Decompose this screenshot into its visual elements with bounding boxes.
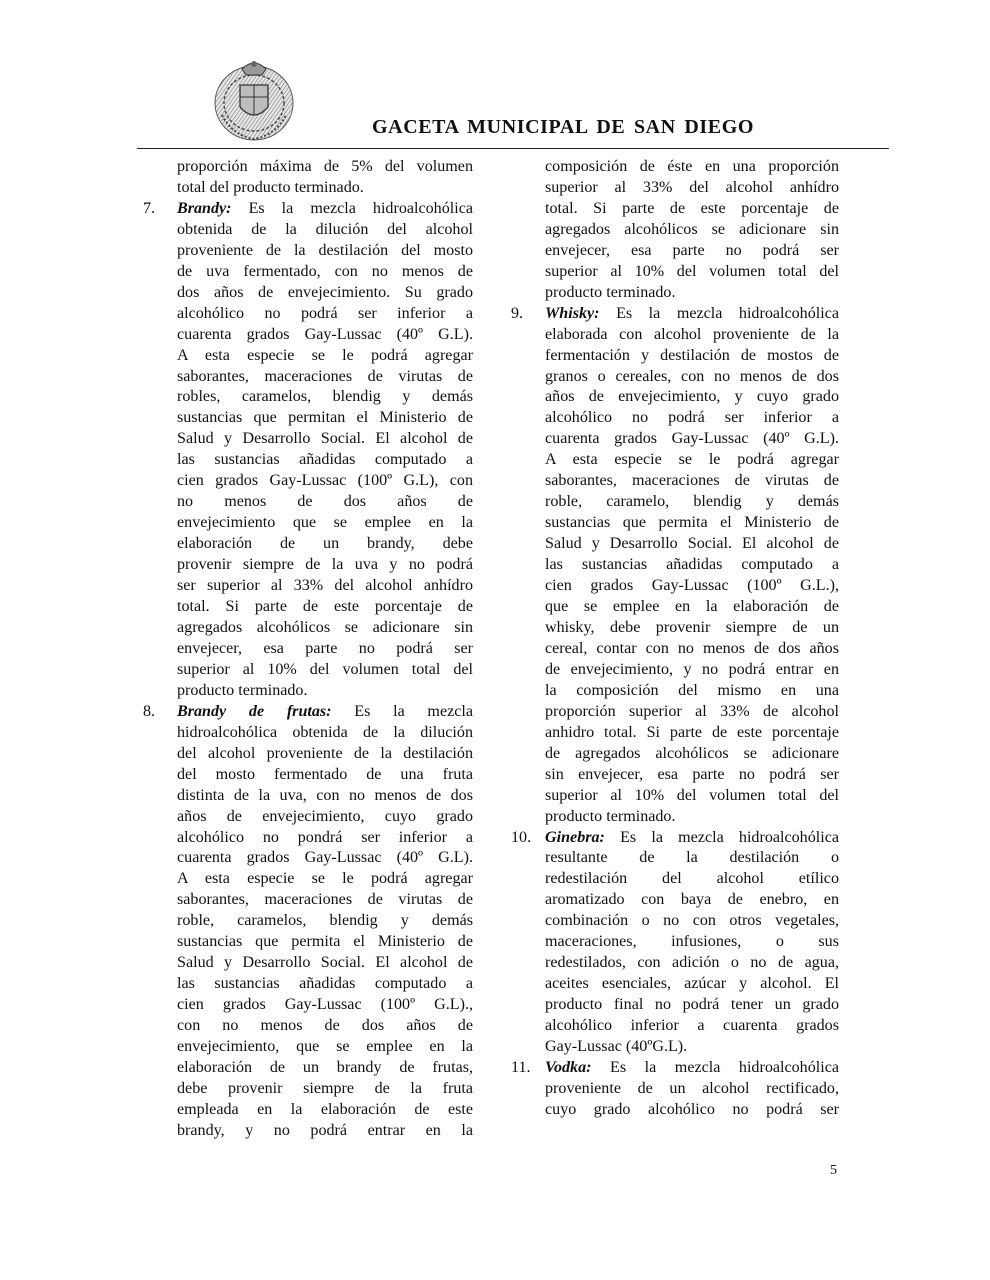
text-line: aromatizado con baya de enebro, en bbox=[545, 891, 839, 909]
text-line: superior al 10% del volumen total del bbox=[545, 786, 839, 804]
text-line: debe provenir siempre de la fruta bbox=[177, 1079, 473, 1097]
text-line: A esta especie se le podrá agregar bbox=[177, 346, 473, 364]
definition-item-brandy-de-frutas bbox=[143, 702, 473, 1142]
text-line: saborantes, maceraciones de virutas de bbox=[177, 891, 473, 909]
text-line: alcohólico inferior a cuarenta grados bbox=[545, 1017, 839, 1035]
text-line: whisky, debe provenir siempre de un bbox=[545, 618, 839, 636]
text-line: cuarenta grados Gay-Lussac (40º G.L). bbox=[177, 849, 473, 867]
continuation-paragraph bbox=[143, 157, 473, 199]
text-line: proveniente de un alcohol rectificado, bbox=[545, 1079, 839, 1097]
text-line: sustancias que permita el Ministerio de bbox=[545, 514, 839, 532]
text-line-fragment: Es la mezcla bbox=[331, 702, 473, 720]
text-line: elaboración de un brandy, debe bbox=[177, 535, 473, 553]
item-number: 9. bbox=[511, 304, 524, 322]
text-line: con no menos de dos años de bbox=[177, 1017, 473, 1035]
text-line: maceraciones, infusiones, o sus bbox=[545, 933, 839, 951]
text-line: agregados alcohólicos se adicionare sin bbox=[545, 220, 839, 238]
text-line bbox=[177, 702, 473, 723]
page-number: 5 bbox=[830, 1163, 837, 1178]
text-line: producto final no podrá tener un grado bbox=[545, 996, 839, 1014]
text-line bbox=[545, 828, 839, 849]
text-line: Salud y Desarrollo Social. El alcohol de bbox=[177, 954, 473, 972]
text-line: las sustancias añadidas computado a bbox=[177, 451, 473, 469]
text-line: alcohólico no podrá ser inferior a bbox=[545, 409, 839, 427]
text-line: cuyo grado alcohólico no podrá ser bbox=[545, 1100, 839, 1118]
text-line: proveniente de la destilación del mosto bbox=[177, 241, 473, 259]
text-line: envejecimiento que se emplee en la bbox=[177, 514, 473, 532]
text-line-fragment: Es la mezcla hidroalcohólica bbox=[599, 304, 839, 322]
text-line: agregados alcohólicos se adicionare sin bbox=[177, 618, 473, 636]
text-line: obtenida de la dilución del alcohol bbox=[177, 220, 473, 238]
definition-item-ginebra bbox=[511, 828, 839, 1058]
text-line: roble, caramelos, blendig y demás bbox=[177, 912, 473, 930]
text-line: producto terminado. bbox=[177, 681, 308, 699]
text-line: cien grados Gay-Lussac (100º G.L)., bbox=[177, 996, 473, 1014]
text-line: Salud y Desarrollo Social. El alcohol de bbox=[545, 535, 839, 553]
text-line: cien grados Gay-Lussac (100º G.L), con bbox=[177, 472, 473, 490]
text-line: cereal, contar con no menos de dos años bbox=[545, 639, 839, 657]
text-line: resultante de la destilación o bbox=[545, 849, 839, 867]
item-number: 10. bbox=[511, 828, 532, 846]
definition-term: Whisky: bbox=[545, 304, 600, 322]
text-line: combinación o no con otros vegetales, bbox=[545, 912, 839, 930]
text-line: proporción máxima de 5% del volumen bbox=[177, 158, 473, 175]
text-line: sin envejecer, esa parte no podrá ser bbox=[545, 765, 839, 783]
text-line: dos años de envejecimiento. Su grado bbox=[177, 283, 473, 301]
text-line: las sustancias añadidas computado a bbox=[545, 556, 839, 574]
text-line: años de envejecimiento, cuyo grado bbox=[177, 807, 473, 825]
text-line: envejecer, esa parte no podrá ser bbox=[177, 639, 473, 657]
text-line: total. Si parte de este porcentaje de bbox=[177, 598, 473, 616]
text-line-fragment: Es la mezcla hidroalcohólica bbox=[231, 199, 473, 217]
text-line: total del producto terminado. bbox=[177, 178, 364, 196]
text-line: ser superior al 33% del alcohol anhídro bbox=[177, 577, 473, 595]
text-line: proporción superior al 33% de alcohol bbox=[545, 702, 839, 720]
text-line: distinta de la uva, con no menos de dos bbox=[177, 786, 473, 804]
text-line-fragment: Es la mezcla hidroalcohólica bbox=[604, 828, 839, 846]
item-number: 8. bbox=[143, 702, 156, 720]
text-line: alcohólico no pondrá ser inferior a bbox=[177, 828, 473, 846]
text-line: fermentación y destilación de mostos de bbox=[545, 346, 839, 364]
text-line: del alcohol proveniente de la destilación bbox=[177, 744, 473, 762]
text-line: envejecimiento, que se emplee en la bbox=[177, 1038, 473, 1056]
text-line: Gay-Lussac (40ºG.L). bbox=[545, 1038, 688, 1056]
text-line: superior al 33% del alcohol anhídro bbox=[545, 178, 839, 196]
text-line: de uva fermentado, con no menos de bbox=[177, 262, 473, 280]
text-line: redestilados, con adición o no de agua, bbox=[545, 954, 839, 972]
text-line: Salud y Desarrollo Social. El alcohol de bbox=[177, 430, 473, 448]
text-line: A esta especie se le podrá agregar bbox=[177, 870, 473, 888]
text-line: robles, caramelos, blendig y demás bbox=[177, 388, 473, 406]
text-line: granos o cereales, con no menos de dos bbox=[545, 367, 839, 385]
definition-term: Brandy: bbox=[177, 199, 232, 217]
text-line: de agregados alcohólicos se adicionare bbox=[545, 744, 839, 762]
text-line: las sustancias añadidas computado a bbox=[177, 975, 473, 993]
text-line: composición de éste en una proporción bbox=[545, 158, 839, 175]
text-line: años de envejecimiento, y cuyo grado bbox=[545, 388, 839, 406]
definition-term: Brandy de frutas: bbox=[177, 702, 332, 720]
item-number: 11. bbox=[511, 1058, 531, 1076]
text-line: de envejecimiento, y no podrá entrar en bbox=[545, 660, 839, 678]
text-line: anhidro total. Si parte de este porcentaje bbox=[545, 723, 839, 741]
text-line: provenir siempre de la uva y no podrá bbox=[177, 556, 473, 574]
text-line: del mosto fermentado de una fruta bbox=[177, 765, 473, 783]
definition-term: Vodka: bbox=[545, 1058, 592, 1076]
text-line: saborantes, maceraciones de virutas de bbox=[177, 367, 473, 385]
definition-term: Ginebra: bbox=[545, 828, 605, 846]
text-line bbox=[545, 1058, 839, 1079]
text-line: cuarenta grados Gay-Lussac (40º G.L). bbox=[177, 325, 473, 343]
text-line: que se emplee en la elaboración de bbox=[545, 598, 839, 616]
text-line: redestilación del alcohol etílico bbox=[545, 870, 839, 888]
left-column bbox=[143, 157, 473, 1142]
text-line: aceites esenciales, azúcar y alcohol. El bbox=[545, 975, 839, 993]
text-line: cuarenta grados Gay-Lussac (40º G.L). bbox=[545, 430, 839, 448]
text-line: total. Si parte de este porcentaje de bbox=[545, 199, 839, 217]
text-line: alcohólico no podrá ser inferior a bbox=[177, 304, 473, 322]
text-line: elaborada con alcohol proveniente de la bbox=[545, 325, 839, 343]
text-line: empleada en la elaboración de este bbox=[177, 1100, 473, 1118]
definition-item-vodka bbox=[511, 1058, 839, 1121]
text-line: saborantes, maceraciones de virutas de bbox=[545, 472, 839, 490]
continuation-paragraph bbox=[511, 157, 839, 304]
municipal-seal-emblem bbox=[212, 55, 296, 141]
text-line-fragment: Es la mezcla hidroalcohólica bbox=[591, 1058, 839, 1076]
text-line bbox=[545, 304, 839, 325]
gazette-title: GACETA MUNICIPAL DE SAN DIEGO bbox=[372, 116, 755, 138]
text-line: hidroalcohólica obtenida de la dilución bbox=[177, 723, 473, 741]
text-line: superior al 10% del volumen total del bbox=[545, 262, 839, 280]
text-line: sustancias que permitan el Ministerio de bbox=[177, 409, 473, 427]
text-line: envejecer, esa parte no podrá ser bbox=[545, 241, 839, 259]
definition-item-brandy bbox=[143, 199, 473, 702]
text-line: no menos de dos años de bbox=[177, 493, 473, 511]
text-line: cien grados Gay-Lussac (100º G.L.), bbox=[545, 577, 839, 595]
text-line bbox=[177, 199, 473, 220]
text-line: producto terminado. bbox=[545, 807, 676, 825]
text-line: elaboración de un brandy de frutas, bbox=[177, 1058, 473, 1076]
text-line: superior al 10% del volumen total del bbox=[177, 660, 473, 678]
definition-item-whisky bbox=[511, 304, 839, 828]
text-line: A esta especie se le podrá agregar bbox=[545, 451, 839, 469]
text-line: roble, caramelo, blendig y demás bbox=[545, 493, 839, 511]
text-line: producto terminado. bbox=[545, 283, 676, 301]
right-column bbox=[511, 157, 839, 1121]
text-line: brandy, y no podrá entrar en la bbox=[177, 1121, 473, 1139]
header-divider bbox=[137, 148, 889, 149]
text-line: sustancias que permita el Ministerio de bbox=[177, 933, 473, 951]
item-number: 7. bbox=[143, 199, 156, 217]
text-line: la composición del mismo en una bbox=[545, 681, 839, 699]
